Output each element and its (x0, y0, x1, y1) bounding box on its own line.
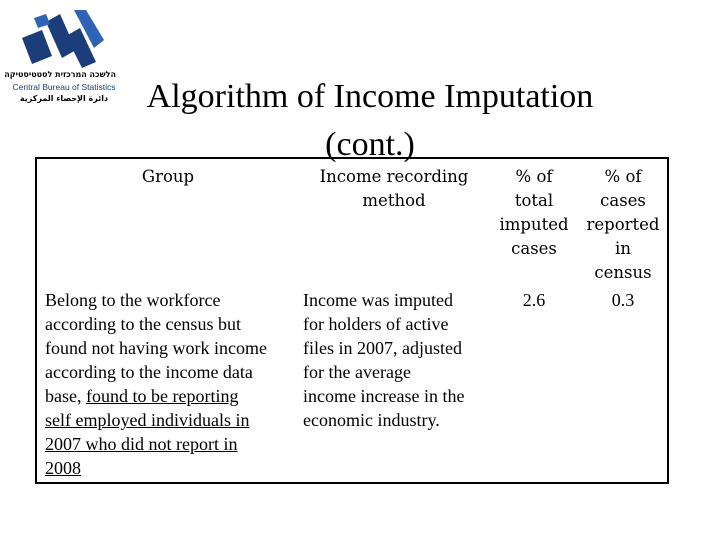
cell-method (299, 286, 489, 483)
header-pct-reported-line: reported (586, 215, 660, 234)
group-line: found not having work income (45, 338, 267, 358)
logo-name-hebrew: הלשכה המרכזית לסטטיסטיקה (4, 70, 116, 79)
imputation-table (35, 157, 669, 484)
group-prefix: base, (45, 386, 86, 406)
table-row (36, 286, 668, 483)
cell-pct-reported: 0.3 (611, 290, 635, 310)
header-pct-imputed-line: imputed (499, 215, 569, 234)
header-pct-reported-line: census (594, 263, 652, 282)
group-line: Belong to the workforce (45, 290, 221, 310)
method-line: for holders of active (303, 314, 449, 334)
logo-name-english: Central Bureau of Statistics (12, 82, 116, 92)
method-line: files in 2007, adjusted (303, 338, 462, 358)
table-header-row (36, 158, 668, 286)
header-group-line: Group (141, 167, 195, 186)
slide-title (120, 73, 620, 169)
header-pct-imputed (489, 158, 579, 286)
header-pct-reported-line: in (615, 239, 631, 258)
method-line: for the average (303, 362, 411, 382)
group-underlined-line: 2007 who did not report in (45, 434, 238, 454)
group-line: according to the income data (45, 362, 253, 382)
header-pct-imputed-line: % of (515, 167, 553, 186)
header-pct-reported (579, 158, 668, 286)
title-line-1: Algorithm of Income Imputation (146, 77, 594, 115)
header-method-line: method (362, 191, 426, 210)
cbs-emblem-icon (20, 10, 108, 68)
group-underlined-line: self employed individuals in (45, 410, 250, 430)
header-pct-reported-line: % of (604, 167, 642, 186)
cell-pct-imputed: 2.6 (522, 290, 546, 310)
header-pct-imputed-line: total (514, 191, 554, 210)
method-line: income increase in the (303, 386, 465, 406)
group-underlined-line: found to be reporting (85, 386, 239, 406)
cell-group (36, 286, 299, 483)
logo-name-arabic: دائرة الإحصاء المركزية (19, 94, 109, 103)
title-line-2: (cont.) (325, 125, 415, 163)
header-method-line: Income recording (319, 167, 469, 186)
header-method (299, 158, 489, 286)
header-pct-imputed-line: cases (511, 239, 557, 258)
group-underlined-line: 2008 (45, 458, 81, 478)
cbs-logo (4, 8, 116, 108)
method-line: economic industry. (303, 410, 440, 430)
method-line: Income was imputed (303, 290, 453, 310)
group-line: according to the census but (45, 314, 241, 334)
header-group (36, 158, 299, 286)
header-pct-reported-line: cases (600, 191, 646, 210)
